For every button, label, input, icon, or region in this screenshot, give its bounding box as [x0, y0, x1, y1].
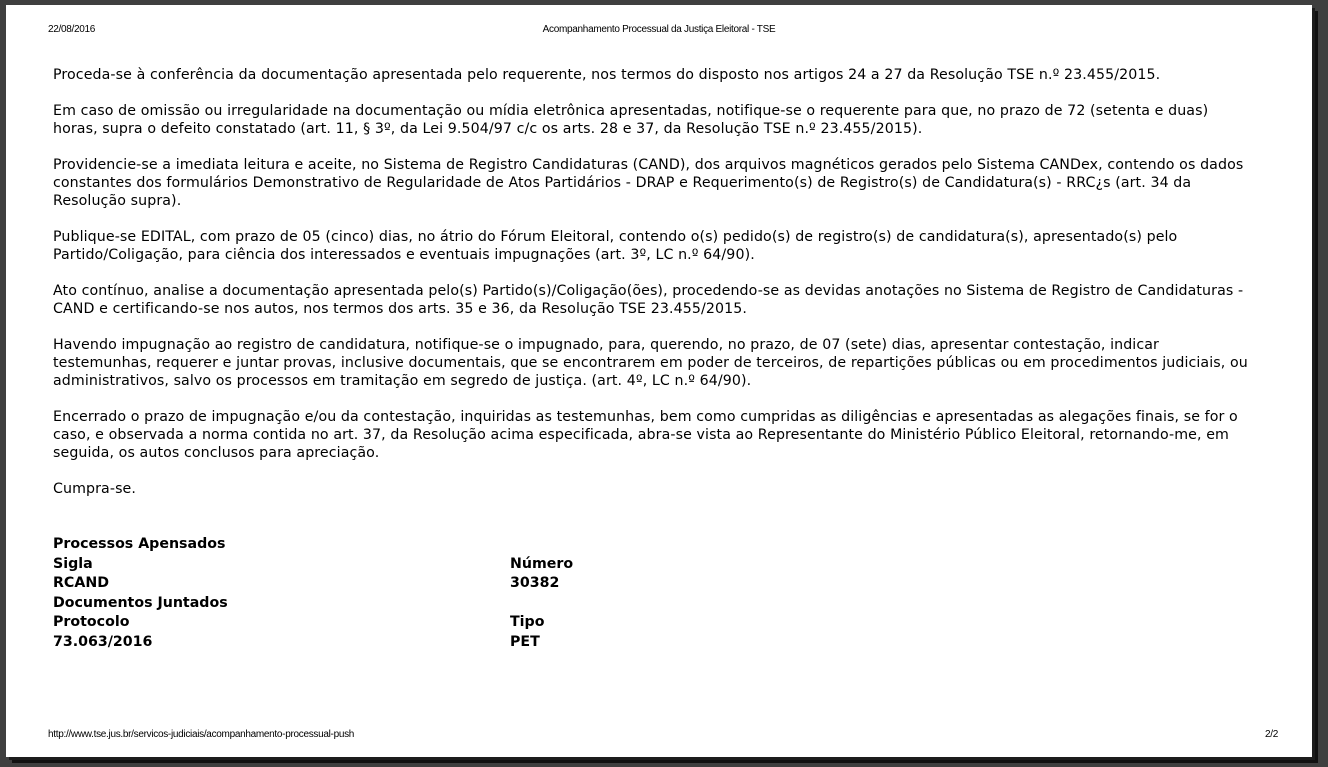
document-body — [53, 66, 1248, 516]
juntados-title-row — [53, 594, 753, 614]
sigla-header: Sigla — [53, 555, 93, 572]
paragraph: Encerrado o prazo de impugnação e/ou da contestação, inquiridas as testemunhas, bem como cumpridas as diligências e apresentadas as alegações finais, se for o caso, e observada a norma contida no art. 37, da Resolução acima especificada, abra-se vista ao Representante do Ministério Público Eleitoral, retornando-me, em seguida, os autos conclusos para apreciação. — [53, 409, 1238, 461]
juntados-title: Documentos Juntados — [53, 594, 228, 611]
tipo-value: PET — [510, 633, 540, 650]
paragraph: Em caso de omissão ou irregularidade na documentação ou mídia eletrônica apresentadas, notifique-se o requerente para que, no prazo de 72 (setenta e duas) horas, supra o defeito constatado (art. 11, § 3º, da Lei 9.504/97 c/c os arts. 28 e 37, da Resolução TSE n.º 23.455/2015). — [53, 103, 1209, 137]
paragraph: Havendo impugnação ao registro de candidatura, notifique-se o impugnado, para, querendo, no prazo, de 07 (sete) dias, apresentar contestação, indicar testemunhas, requerer e juntar provas, inclusive documentais, que se encontrarem em poder de terceiros, de repartições públicas ou em procedimentos judiciais, ou administrativos, salvo os processos em tramitação em segredo de justiça. (art. 4º, LC n.º 64/90). — [53, 337, 1248, 389]
numero-header: Número — [510, 555, 574, 572]
paragraph: Proceda-se à conferência da documentação apresentada pelo requerente, nos termos do disposto nos artigos 24 a 27 da Resolução TSE n.º 23.455/2015. — [53, 67, 1161, 83]
tipo-header: Tipo — [510, 614, 545, 630]
juntados-data-row — [53, 633, 753, 653]
header-title: Acompanhamento Processual da Justiça Eleitoral - TSE — [542, 24, 776, 35]
apensados-title: Processos Apensados — [53, 536, 226, 552]
apensados-data-row — [53, 574, 753, 594]
footer-url: http://www.tse.jus.br/servicos-judiciais/acompanhamento-processual-push — [48, 729, 355, 740]
paragraph: Publique-se EDITAL, com prazo de 05 (cinco) dias, no átrio do Fórum Eleitoral, contendo o(s) pedido(s) de registro(s) de candidatura(s), apresentado(s) pelo Partido/Coligação, para ciência dos interessados e eventuais impugnações (art. 3º, LC n.º 64/90). — [53, 229, 1178, 263]
sigla-value: RCAND — [53, 575, 109, 591]
protocolo-header: Protocolo — [53, 614, 130, 630]
footer-page-number: 2/2 — [1264, 729, 1278, 740]
paragraph: Providencie-se a imediata leitura e aceite, no Sistema de Registro Candidaturas (CAND), dos arquivos magnéticos gerados pelo Sistema CANDex, contendo os dados constantes dos formulários Demonstrativo de Regularidade de Atos Partidários - DRAP e Requerimento(s) de Registro(s) de Candidatura(s) - RRC¿s (art. 34 da Resolução supra). — [53, 157, 1244, 209]
juntados-header-row — [53, 613, 753, 633]
document-page — [6, 5, 1312, 757]
numero-value: 30382 — [510, 575, 560, 591]
paragraph: Cumpra-se. — [53, 481, 137, 497]
apensados-title-row — [53, 535, 753, 555]
paragraph: Ato contínuo, analise a documentação apresentada pelo(s) Partido(s)/Coligação(ões), procedendo-se as devidas anotações no Sistema de Registro de Candidaturas - CAND e certificando-se nos autos, nos termos dos arts. 35 e 36, da Resolução TSE 23.455/2015. — [53, 283, 1244, 317]
apensados-header-row — [53, 555, 753, 575]
header-date: 22/08/2016 — [48, 24, 96, 35]
protocolo-value: 73.063/2016 — [53, 633, 153, 650]
attachments-section — [53, 535, 753, 652]
